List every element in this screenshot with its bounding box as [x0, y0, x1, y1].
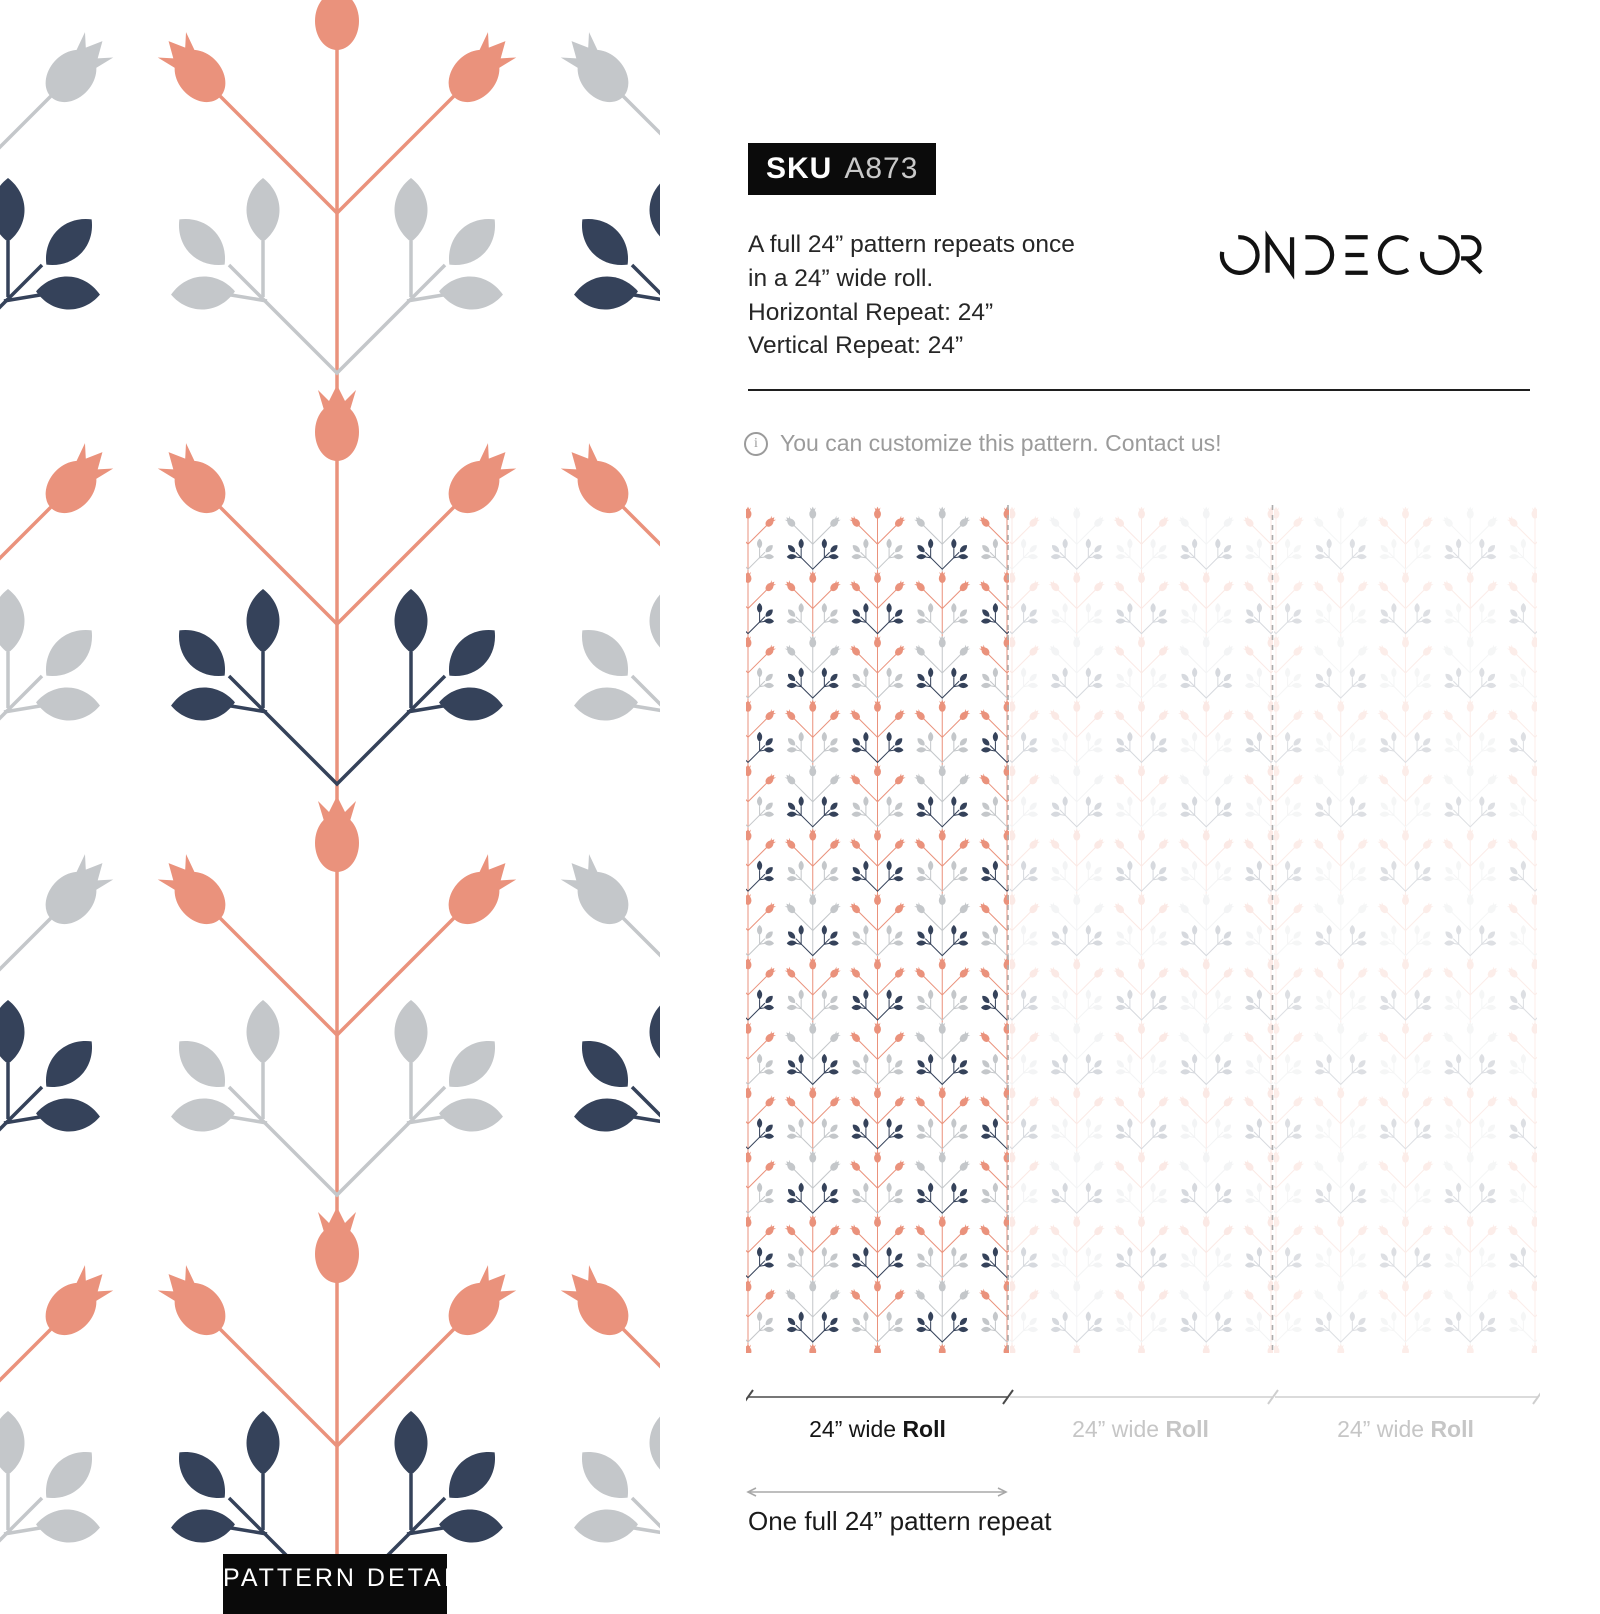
customize-note-text: You can customize this pattern. Contact us!: [780, 430, 1222, 456]
product-description: [748, 228, 1075, 296]
sku-label: SKU: [766, 152, 833, 185]
info-icon: i: [744, 432, 768, 456]
roll-3-label-prefix: 24” wide: [1337, 1416, 1425, 1442]
roll-2-label-bold: Roll: [1165, 1416, 1209, 1442]
roll-2-label: [1009, 1416, 1272, 1443]
description-line-1: A full 24” pattern repeats once: [748, 231, 1075, 258]
sku-value: A873: [844, 152, 919, 185]
roll-2-label-prefix: 24” wide: [1072, 1416, 1160, 1442]
roll-visualization: [746, 505, 1540, 1515]
roll-1-label: [746, 1416, 1009, 1443]
customize-note: [744, 430, 1222, 457]
divider: [748, 389, 1530, 391]
horizontal-repeat: Horizontal Repeat: 24”: [748, 299, 994, 326]
pattern-detail-badge: PATTERN DETAIL: [223, 1554, 447, 1614]
brand-logo: [1212, 228, 1490, 287]
sku-badge: [748, 143, 936, 195]
roll-3-label: [1274, 1416, 1537, 1443]
roll-1-label-prefix: 24” wide: [809, 1416, 897, 1442]
ondecor-logo-icon: [1212, 228, 1490, 282]
pattern-detail-art: [0, 0, 660, 1600]
description-line-2: in a 24” wide roll.: [748, 265, 934, 292]
vertical-repeat: Vertical Repeat: 24”: [748, 332, 964, 359]
roll-caption: One full 24” pattern repeat: [748, 1506, 1052, 1536]
repeat-info: [748, 296, 993, 362]
roll-1-label-bold: Roll: [902, 1416, 946, 1442]
roll-3-label-bold: Roll: [1430, 1416, 1474, 1442]
